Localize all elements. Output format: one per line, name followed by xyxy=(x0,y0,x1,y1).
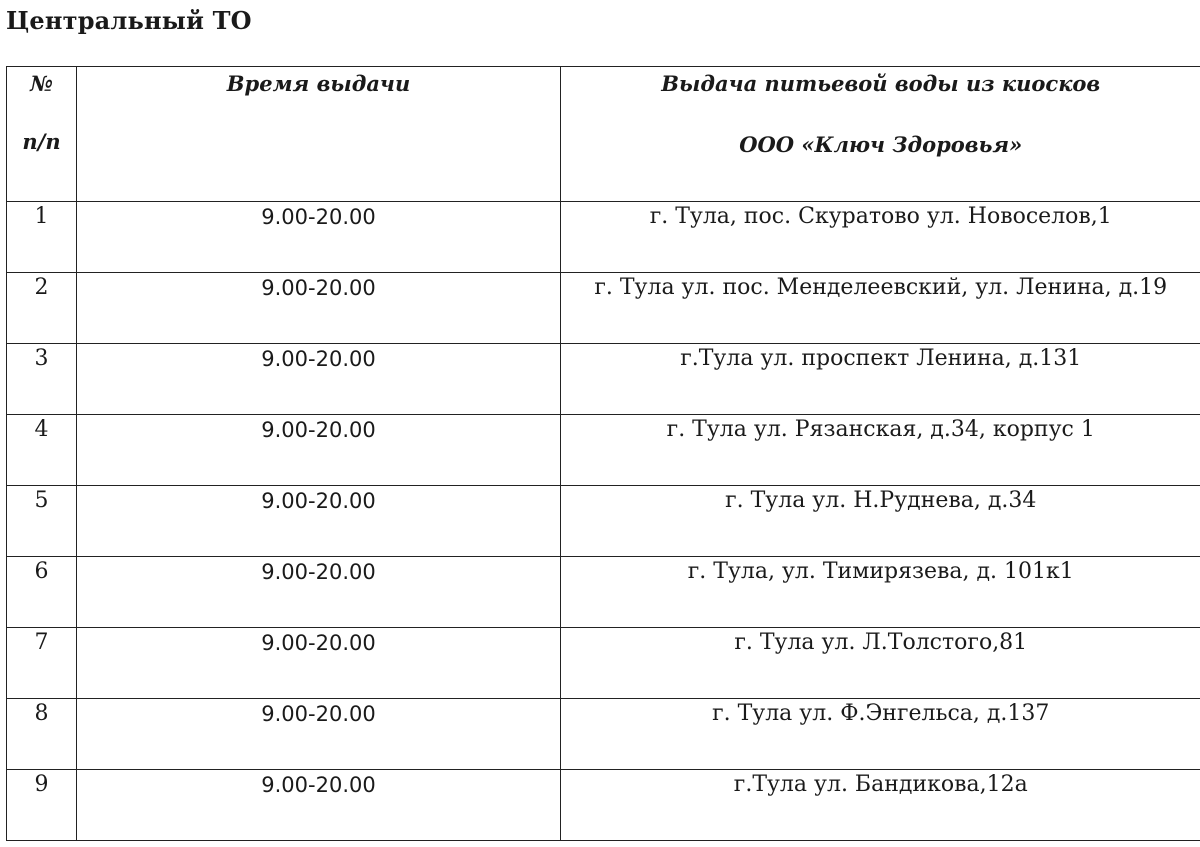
header-number-symbol: № xyxy=(30,71,53,96)
row-time-cell: 9.00-20.00 xyxy=(77,699,561,770)
row-time-cell: 9.00-20.00 xyxy=(77,202,561,273)
table-row xyxy=(7,699,1200,770)
table-row xyxy=(7,557,1200,628)
row-address-cell: г. Тула ул. Рязанская, д.34, корпус 1 xyxy=(561,415,1200,486)
header-time: Время выдачи xyxy=(77,67,561,202)
table-row xyxy=(7,202,1200,273)
table-row xyxy=(7,486,1200,557)
row-address-cell: г. Тула ул. пос. Менделеевский, ул. Ленина, д.19 xyxy=(561,273,1200,344)
table-row xyxy=(7,344,1200,415)
row-number-cell: 5 xyxy=(7,486,77,557)
row-address-cell: г. Тула ул. Н.Руднева, д.34 xyxy=(561,486,1200,557)
header-number xyxy=(7,67,77,202)
row-time-cell: 9.00-20.00 xyxy=(77,344,561,415)
header-number-abbrev: п/п xyxy=(22,129,61,154)
row-number-cell: 3 xyxy=(7,344,77,415)
row-address-cell: г. Тула ул. Ф.Энгельса, д.137 xyxy=(561,699,1200,770)
row-time-cell: 9.00-20.00 xyxy=(77,557,561,628)
row-address-cell: г. Тула ул. Л.Толстого,81 xyxy=(561,628,1200,699)
row-address-cell: г.Тула ул. проспект Ленина, д.131 xyxy=(561,344,1200,415)
row-time-cell: 9.00-20.00 xyxy=(77,628,561,699)
row-time-cell: 9.00-20.00 xyxy=(77,273,561,344)
section-title: Центральный ТО xyxy=(6,6,252,35)
kiosk-schedule-table xyxy=(6,66,1200,841)
header-address-line2: ООО «Ключ Здоровья» xyxy=(739,132,1023,157)
table-row xyxy=(7,415,1200,486)
row-address-cell: г. Тула, ул. Тимирязева, д. 101к1 xyxy=(561,557,1200,628)
table-row xyxy=(7,628,1200,699)
row-number-cell: 9 xyxy=(7,770,77,841)
row-number-cell: 6 xyxy=(7,557,77,628)
table-header-row xyxy=(7,67,1200,202)
row-number-cell: 7 xyxy=(7,628,77,699)
table-row xyxy=(7,770,1200,841)
row-time-cell: 9.00-20.00 xyxy=(77,486,561,557)
header-address-line1: Выдача питьевой воды из киосков xyxy=(661,71,1101,96)
header-address xyxy=(561,67,1200,202)
table-row xyxy=(7,273,1200,344)
row-number-cell: 2 xyxy=(7,273,77,344)
row-time-cell: 9.00-20.00 xyxy=(77,415,561,486)
row-number-cell: 8 xyxy=(7,699,77,770)
row-time-cell: 9.00-20.00 xyxy=(77,770,561,841)
row-address-cell: г.Тула ул. Бандикова,12а xyxy=(561,770,1200,841)
row-number-cell: 4 xyxy=(7,415,77,486)
row-address-cell: г. Тула, пос. Скуратово ул. Новоселов,1 xyxy=(561,202,1200,273)
row-number-cell: 1 xyxy=(7,202,77,273)
